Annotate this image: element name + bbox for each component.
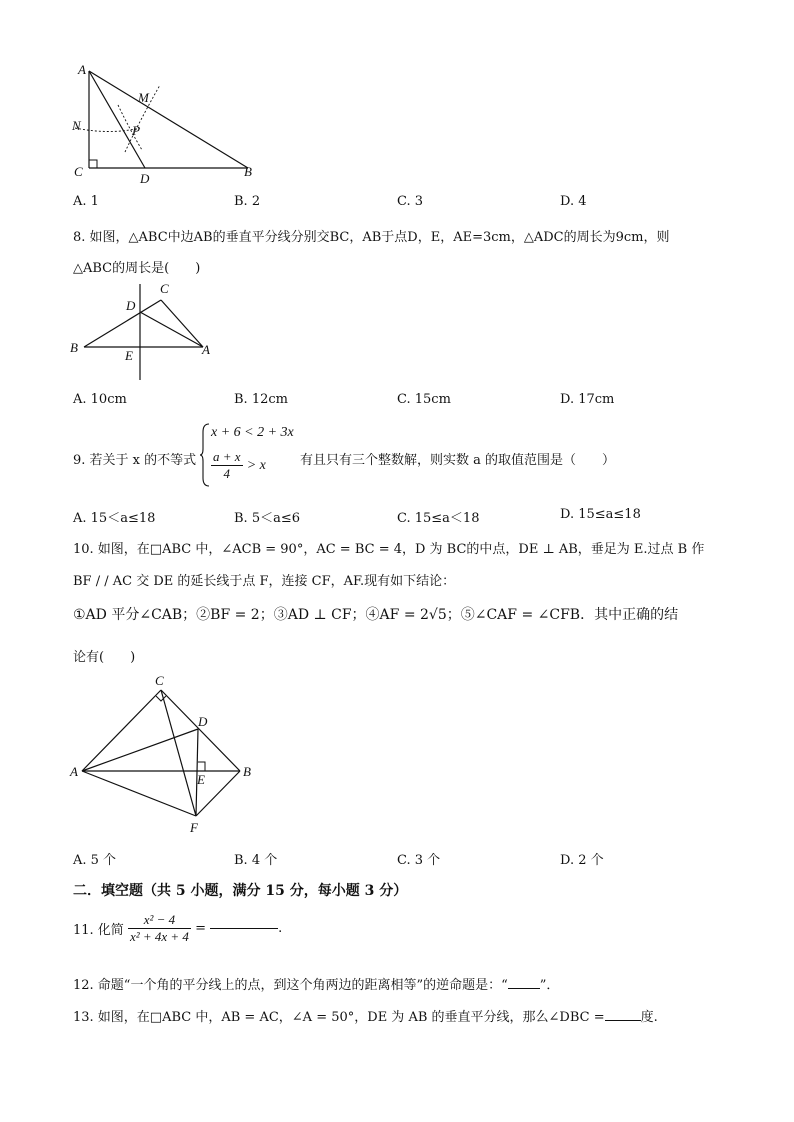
q13-end: 度. (640, 1010, 658, 1025)
figure-q7 (70, 60, 270, 185)
q8-line1: 8. 如图，△ABC中边AB的垂直平分线分别交BC，AB于点D，E，AE=3cm，△ADC的周长为9cm，则 (73, 230, 670, 245)
q10-line2: BF / / AC 交 DE 的延长线于点 F，连接 CF，AF.现有如下结论： (73, 574, 456, 589)
q11-frac-den: x² + 4x + 4 (129, 929, 189, 944)
q10-line1: 10. 如图，在□ABC 中，∠ACB = 90°，AC = BC = 4，D 为 BC的中点，DE ⊥ AB，垂足为 E.过点 B 作 (73, 542, 705, 557)
q7-option-a[interactable]: A. 1 (73, 194, 99, 209)
fig7-label-M: M (138, 90, 149, 105)
q8-option-b[interactable]: B. 12cm (234, 392, 288, 407)
fig7-label-D: D (140, 171, 150, 185)
fig8-label-D: D (126, 298, 136, 313)
q10-option-a[interactable]: A. 5 个 (73, 853, 117, 868)
q9-prefix: 9. 若关于 x 的不等式 (73, 453, 197, 468)
fig8-label-B: B (70, 340, 78, 355)
q9-ineq2-rhs: > x (246, 458, 266, 473)
fig10-label-B: B (243, 764, 251, 779)
q7-option-c[interactable]: C. 3 (397, 194, 424, 209)
q13-answer-blank[interactable] (605, 1020, 641, 1021)
q9-frac-num: a + x (213, 449, 241, 464)
q13-text: 13. 如图，在□ABC 中，AB = AC，∠A = 50°，DE 为 AB 的垂直平分线，那么∠DBC = (73, 1010, 605, 1025)
q10-line3: ①AD 平分∠CAB；②BF = 2；③AD ⊥ CF；④AF = 2√5；⑤∠CAF = ∠CFB．其中正确的结 (73, 607, 679, 623)
q12-text: 12. 命题“一个角的平分线上的点，到这个角两边的距离相等”的逆命题是：“ (73, 978, 508, 993)
q10-option-b[interactable]: B. 4 个 (234, 853, 278, 868)
fig8-label-C: C (160, 281, 169, 296)
fig7-label-N: N (72, 118, 81, 133)
q9-option-d[interactable]: D. 15≤a≤18 (560, 507, 641, 522)
q11-prefix: 11. 化简 (73, 923, 124, 938)
fig7-label-A: A (78, 62, 86, 77)
fig10-label-A: A (70, 764, 78, 779)
fig8-label-A: A (202, 342, 210, 357)
q9-ineq1: x + 6 < 2 + 3x (211, 425, 294, 440)
figure-q10 (68, 674, 268, 840)
q9-option-b[interactable]: B. 5＜a≤6 (234, 511, 301, 526)
q9-brace (200, 422, 210, 488)
fig8-label-E: E (125, 348, 133, 363)
q10-option-d[interactable]: D. 2 个 (560, 853, 604, 868)
q8-line2: △ABC的周长是( ) (73, 261, 201, 276)
q8-option-a[interactable]: A. 10cm (73, 392, 127, 407)
q9-frac-den: 4 (223, 466, 231, 481)
q12-end: ”． (539, 978, 560, 993)
q9-suffix: 有且只有三个整数解，则实数 a 的取值范围是（ ） (300, 453, 616, 468)
q10-line4: 论有( ) (73, 650, 136, 665)
fig10-label-E: E (197, 772, 205, 787)
q12-answer-blank[interactable] (508, 988, 540, 989)
q7-option-d[interactable]: D. 4 (560, 194, 587, 209)
q8-option-c[interactable]: C. 15cm (397, 392, 451, 407)
q9-option-a[interactable]: A. 15＜a≤18 (73, 511, 156, 526)
fig10-label-F: F (190, 820, 198, 835)
fig7-label-P: P (132, 123, 140, 138)
q7-option-b[interactable]: B. 2 (234, 194, 261, 209)
fig7-label-B: B (244, 164, 252, 179)
fig7-label-C: C (74, 164, 83, 179)
figure-q8 (68, 280, 228, 384)
q11-frac-num: x² − 4 (128, 912, 191, 929)
fig10-label-D: D (198, 714, 208, 729)
q11-answer-blank[interactable] (210, 928, 278, 929)
q11-eq: = (195, 921, 206, 936)
fig10-label-C: C (155, 674, 164, 688)
q8-option-d[interactable]: D. 17cm (560, 392, 615, 407)
section2-heading: 二．填空题（共 5 小题，满分 15 分，每小题 3 分） (73, 883, 408, 899)
q9-option-c[interactable]: C. 15≤a＜18 (397, 511, 480, 526)
q10-option-c[interactable]: C. 3 个 (397, 853, 441, 868)
